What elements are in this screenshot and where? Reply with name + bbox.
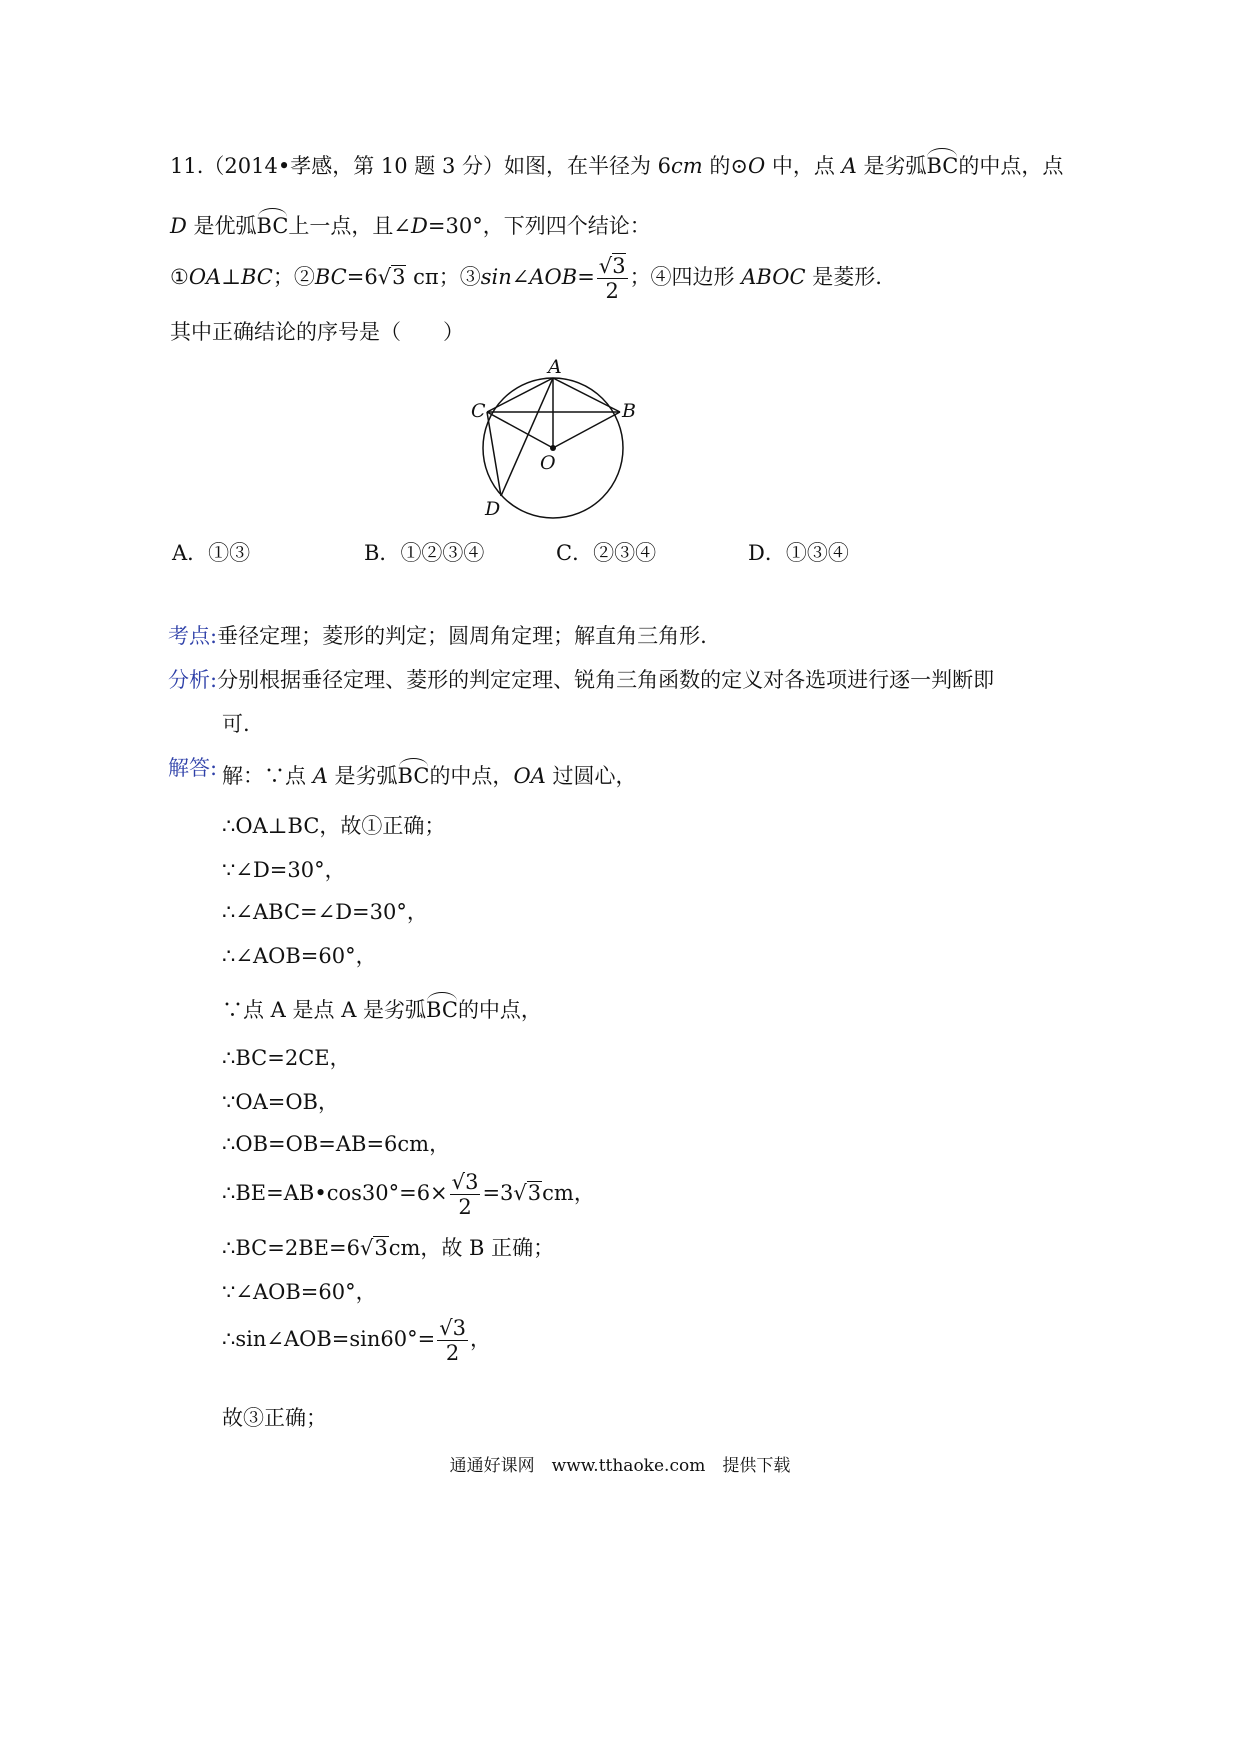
segment-ca <box>487 378 553 412</box>
q-var: D <box>411 214 428 238</box>
label-b: B <box>622 400 636 422</box>
jieda-label <box>168 754 217 782</box>
option-letter: B． <box>364 541 401 565</box>
jieda-line-4: ∴∠ABC=∠D=30°， <box>222 900 428 924</box>
jieda-text: ∴BE=AB•cos30°=6× <box>222 1181 448 1205</box>
q-text: =6 <box>346 265 378 289</box>
option-letter: A． <box>172 541 209 565</box>
q-text: 是菱形. <box>805 265 882 289</box>
jieda-text: ∴BC=2BE=6 <box>222 1236 360 1260</box>
sqrt-radicand: 3 <box>527 1181 542 1205</box>
question-line-1 <box>170 152 1063 180</box>
question-ask: 其中正确结论的序号是（ ） <box>170 320 464 344</box>
label-c: C <box>471 400 486 422</box>
fraction <box>450 1170 481 1219</box>
q-var: O <box>748 154 766 178</box>
sqrt: √3 <box>359 1236 388 1260</box>
option-value: ①③ <box>208 541 251 565</box>
jieda-line-13 <box>222 1314 491 1365</box>
fraction-denominator: 2 <box>605 279 619 303</box>
jieda-line-6 <box>222 996 542 1024</box>
q-text: 的中点，点 <box>958 154 1064 178</box>
q-text: ；② <box>272 265 315 289</box>
geometry-diagram <box>465 355 655 535</box>
q-text: ；④四边形 <box>629 265 742 289</box>
jieda-line-9: ∴OB=OB=AB=6cm， <box>222 1132 451 1156</box>
q-var: ABOC <box>741 265 806 289</box>
jieda-text: ∵点 A 是点 A 是劣弧 <box>222 998 427 1022</box>
option-b[interactable] <box>364 537 484 567</box>
fraction <box>597 254 628 303</box>
fraction-denominator: 2 <box>458 1195 472 1219</box>
jieda-text: cm， <box>542 1181 595 1205</box>
fraction <box>437 1316 468 1365</box>
sqrt-radicand: 3 <box>452 1316 466 1340</box>
label-a: A <box>548 356 562 378</box>
jieda-label-text: 解答: <box>168 756 218 780</box>
jieda-line-14: 故③正确； <box>222 1406 327 1430</box>
jieda-text: 是劣弧 <box>327 764 398 788</box>
option-value: ②③④ <box>593 541 657 565</box>
jieda-line-12: ∵∠AOB=60°， <box>222 1280 377 1304</box>
option-letter: C． <box>556 541 594 565</box>
fraction-denominator: 2 <box>445 1341 460 1365</box>
q-text: cπ；③ <box>406 265 481 289</box>
option-value: ①③④ <box>785 541 849 565</box>
arc-bc: BC <box>256 214 289 238</box>
jieda-text: cm，故 B 正确； <box>388 1236 555 1260</box>
q-text: 11.（2014•孝感，第 10 题 3 分）如图，在半径为 6 <box>170 154 672 178</box>
jieda-line-10 <box>222 1168 595 1219</box>
segment-co <box>487 412 553 448</box>
jieda-text: ∴sin∠AOB=sin60°= <box>222 1327 436 1351</box>
q-text: 中，点 <box>765 154 842 178</box>
question-line-2 <box>170 212 651 240</box>
q-text: 的⊙ <box>702 154 749 178</box>
jieda-line-1 <box>222 762 637 790</box>
option-c[interactable] <box>556 537 656 567</box>
q-var: OA <box>513 764 546 788</box>
q-text: 上一点，且∠ <box>288 214 412 238</box>
segment-da <box>501 378 553 496</box>
jieda-text: 的中点， <box>457 998 542 1022</box>
q-var: D <box>170 214 187 238</box>
fraction-numerator: √3 <box>598 254 626 278</box>
fenxi-row <box>168 666 994 694</box>
jieda-line-2: ∴OA⊥BC，故①正确； <box>222 814 446 838</box>
jieda-text: 的中点， <box>429 764 514 788</box>
kaodian-text: 垂径定理；菱形的判定；圆周角定理；解直角三角形. <box>217 624 707 648</box>
jieda-text: 过圆心， <box>545 764 637 788</box>
q-var: BC <box>240 265 273 289</box>
option-value: ①②③④ <box>400 541 485 565</box>
q-text: 是优弧 <box>186 214 257 238</box>
fraction-numerator: √3 <box>439 1316 466 1340</box>
q-unit: cm <box>671 154 703 178</box>
q-func: sin <box>480 265 512 289</box>
center-point <box>550 445 556 451</box>
sqrt: √3 <box>513 1181 542 1205</box>
jieda-text: ， <box>470 1327 491 1351</box>
segment-cd <box>487 412 501 496</box>
jieda-line-8: ∵OA=OB， <box>222 1090 339 1114</box>
kaodian-row <box>168 622 707 650</box>
jieda-line-7: ∴BC=2CE， <box>222 1046 351 1070</box>
sqrt: √3 <box>377 265 406 289</box>
arc-bc: BC <box>397 764 430 788</box>
jieda-text: 解：∵点 <box>222 764 313 788</box>
segment-bo <box>553 412 620 448</box>
option-d[interactable] <box>748 537 849 567</box>
option-a[interactable] <box>172 537 250 567</box>
jieda-text: =3 <box>482 1181 514 1205</box>
sqrt-radicand: 3 <box>465 1170 479 1194</box>
q-var: A <box>312 764 328 788</box>
sqrt-radicand: 3 <box>374 1236 388 1260</box>
fenxi-text: 分别根据垂径定理、菱形的判定定理、锐角三角函数的定义对各选项进行逐一判断即 <box>217 668 995 692</box>
footer-text: 通通好课网 www.tthaoke.com 提供下载 <box>449 1456 791 1476</box>
arc-bc: BC <box>926 154 959 178</box>
sqrt-radicand: 3 <box>392 265 406 289</box>
q-var: A <box>841 154 857 178</box>
kaodian-label: 考点: <box>168 624 218 648</box>
arc-bc: BC <box>426 998 458 1022</box>
fenxi-row-2: 可. <box>222 712 250 736</box>
fraction-numerator: √3 <box>451 1170 479 1194</box>
q-var: BC <box>314 265 347 289</box>
label-d: D <box>485 498 501 520</box>
segment-ab <box>553 378 620 412</box>
jieda-line-5: ∴∠AOB=60°， <box>222 944 377 968</box>
q-text: =30°，下列四个结论： <box>427 214 651 238</box>
option-letter: D． <box>748 541 786 565</box>
q-var: OA <box>188 265 222 289</box>
q-text: 是劣弧 <box>856 154 927 178</box>
fenxi-label: 分析: <box>168 668 218 692</box>
jieda-line-11 <box>222 1234 554 1262</box>
question-conclusions <box>170 252 882 303</box>
q-text: = <box>577 265 595 289</box>
sqrt-radicand: 3 <box>612 254 626 278</box>
q-text: ① <box>170 265 189 289</box>
jieda-line-3: ∵∠D=30°， <box>222 858 346 882</box>
label-o: O <box>540 452 556 474</box>
q-text: ⊥ <box>221 265 241 289</box>
q-var: ∠AOB <box>511 265 578 289</box>
